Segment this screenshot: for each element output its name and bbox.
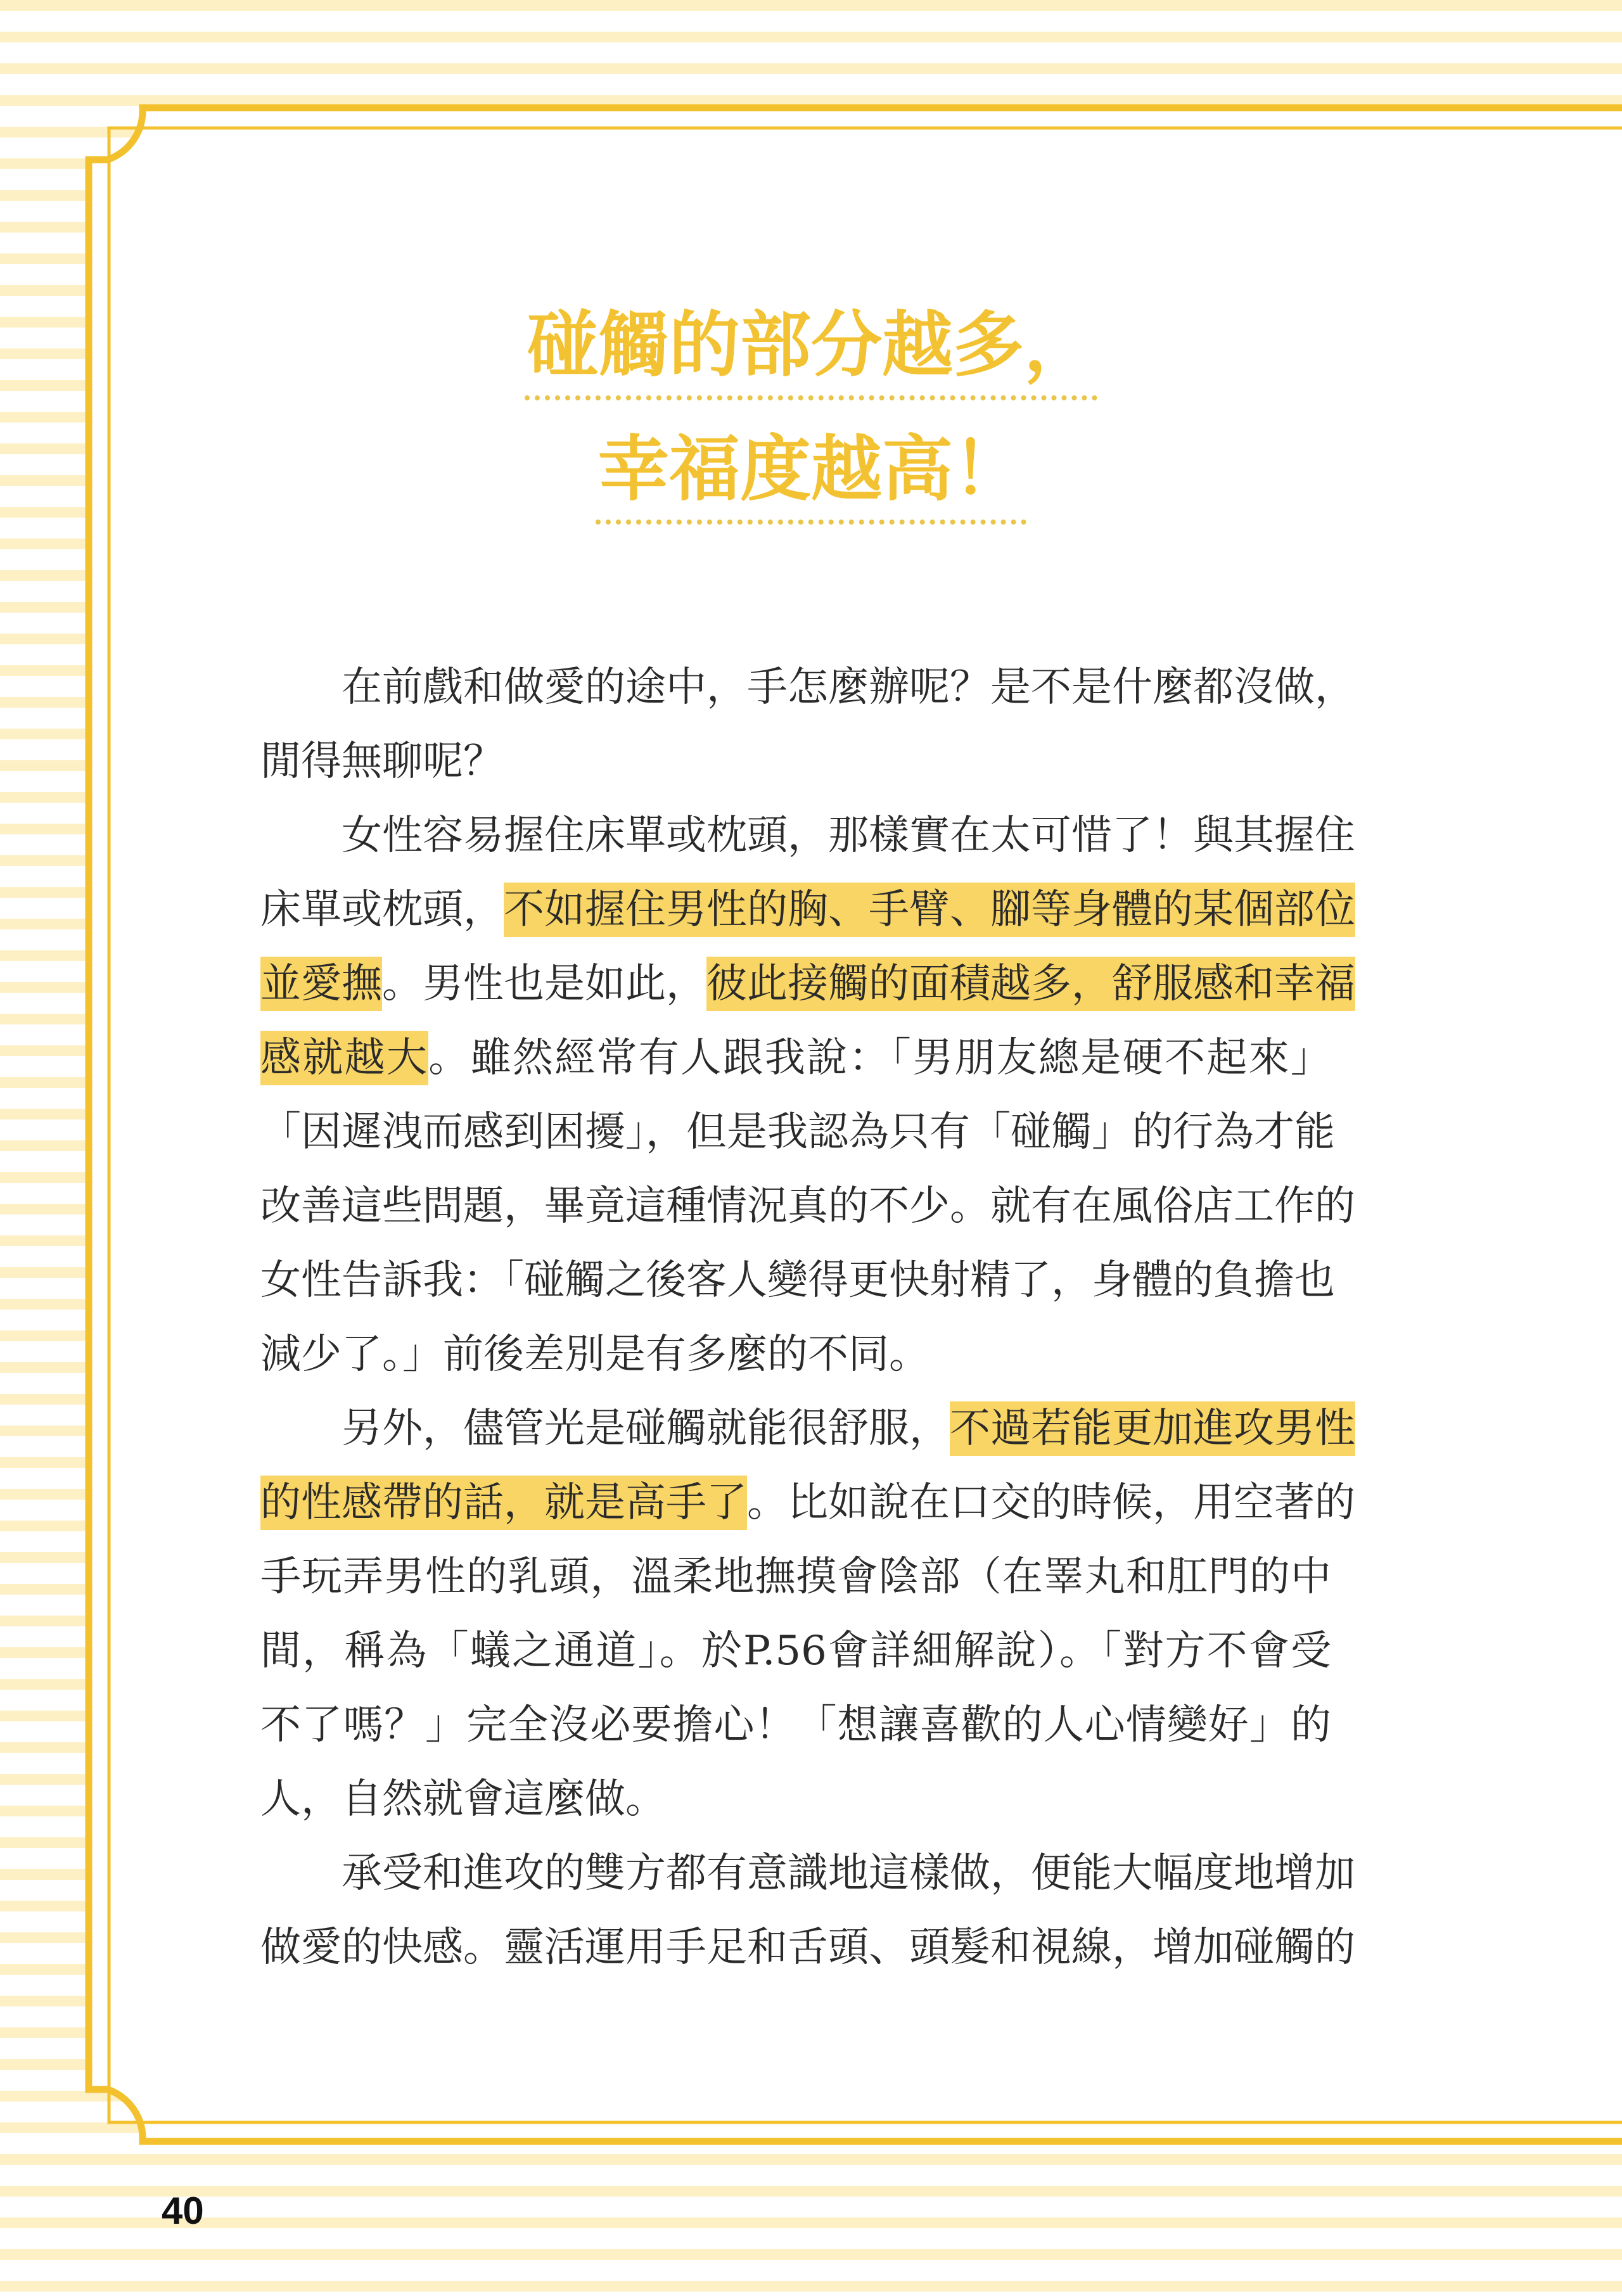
text-line xyxy=(260,1837,1355,1911)
text-line xyxy=(260,651,1355,725)
text-segment: 手玩弄男性的乳頭，溫柔地撫摸會陰部（在睪丸和肛門的中 xyxy=(260,1553,1331,1600)
text-line xyxy=(260,1614,1331,1688)
text-segment: 女性容易握住床單或枕頭，那樣實在太可惜了！與其握住 xyxy=(342,812,1355,859)
body-text xyxy=(260,651,1355,1985)
text-line xyxy=(260,1244,1335,1318)
text-segment: 。雖然經常有人跟我說：「男朋友總是硬不起來」 xyxy=(428,1035,1331,1081)
highlighted-text: 不過若能更加進攻男性 xyxy=(950,1401,1355,1456)
text-line xyxy=(260,1318,1331,1392)
text-line xyxy=(260,725,1331,799)
text-line xyxy=(260,1021,1331,1095)
text-segment: 床單或枕頭， xyxy=(260,886,504,933)
text-line xyxy=(260,1911,1355,1985)
text-segment: 。比如說在口交的時候，用空著的 xyxy=(747,1479,1355,1526)
text-segment: 另外，儘管光是碰觸就能很舒服， xyxy=(342,1405,950,1452)
text-line xyxy=(260,947,1355,1021)
text-segment: 人，自然就會這麼做。 xyxy=(260,1776,666,1823)
title-text-1: 碰觸的部分越多， xyxy=(525,304,1097,400)
highlighted-text: 並愛撫 xyxy=(260,957,382,1011)
text-segment: 女性告訴我：「碰觸之後客人變得更快射精了，身體的負擔也 xyxy=(260,1257,1335,1304)
text-segment: 間，稱為「蟻之通道」。於P.56會詳細解說）。「對方不會受 xyxy=(260,1628,1331,1674)
highlighted-text: 的性感帶的話，就是高手了 xyxy=(260,1476,747,1530)
title-text-2: 幸福度越高！ xyxy=(596,428,1026,525)
text-segment: 承受和進攻的雙方都有意識地這樣做，便能大幅度地增加 xyxy=(342,1850,1355,1897)
text-line xyxy=(260,1392,1355,1466)
title-line-1 xyxy=(0,304,1622,400)
highlighted-text: 彼此接觸的面積越多，舒服感和幸福 xyxy=(706,957,1355,1011)
text-segment: 。男性也是如此， xyxy=(382,960,706,1007)
page-number: 40 xyxy=(162,2190,204,2232)
text-line xyxy=(260,1170,1355,1244)
highlighted-text: 感就越大 xyxy=(260,1031,428,1085)
text-line xyxy=(260,1540,1331,1614)
text-segment: 在前戲和做愛的途中，手怎麼辦呢？是不是什麼都沒做， xyxy=(342,664,1355,711)
text-segment: 閒得無聊呢？ xyxy=(260,738,504,785)
text-line xyxy=(260,799,1355,873)
title-line-2 xyxy=(0,428,1622,525)
text-segment: 不了嗎？」完全沒必要擔心！「想讓喜歡的人心情變好」的 xyxy=(260,1702,1331,1749)
highlighted-text: 不如握住男性的胸、手臂、腳等身體的某個部位 xyxy=(504,883,1355,937)
text-line xyxy=(260,873,1355,947)
text-line xyxy=(260,1095,1335,1170)
text-line xyxy=(260,1688,1331,1763)
text-segment: 減少了。」前後差別是有多麼的不同。 xyxy=(260,1331,929,1378)
text-line xyxy=(260,1466,1355,1540)
text-line xyxy=(260,1763,1331,1837)
text-segment: 改善這些問題，畢竟這種情況真的不少。就有在風俗店工作的 xyxy=(260,1183,1355,1230)
text-segment: 「因遲洩而感到困擾」，但是我認為只有「碰觸」的行為才能 xyxy=(260,1109,1335,1156)
text-segment: 做愛的快感。靈活運用手足和舌頭、頭髮和視線，增加碰觸的 xyxy=(260,1924,1355,1971)
